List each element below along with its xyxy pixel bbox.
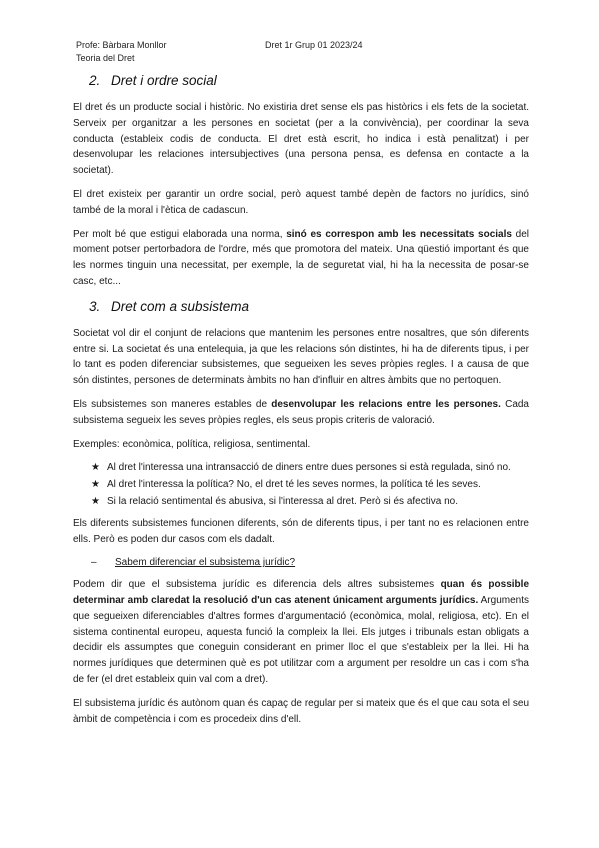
section-2-paragraph-2: El dret existeix per garantir un ordre social, però aquest també depèn de factors no jurídics, sinó també de la moral i l'ètica de cadascun. — [73, 188, 529, 216]
section-2-paragraph-1: El dret és un producte social i històric. No existiria dret sense els pas històrics i els fets de la societat. Serveix per organitzar a les persones en societat (per a la convivència), per coordinar la seva conducta (estableix codis de conducta. El dret està escrit, ho indica i està penalitzat) i per desenvolupar les relaciones intersubjectives (una persona pensa, es defensa en contacte a la societat). — [73, 102, 529, 177]
section-3-number: 3. — [89, 298, 101, 314]
star-icon: ★ — [91, 479, 100, 491]
section-3-paragraph-4: Els diferents subsistemes funcionen diferents, són de diferents tipus, i per tant no es relacionen entre ells. Però es poden dur casos com els dadalt. — [73, 517, 529, 545]
list-item — [91, 460, 529, 476]
section-2-paragraph-3 — [73, 227, 529, 290]
section-3-heading — [89, 298, 529, 316]
list-item-text: Si la relació sentimental és abusiva, si l'interessa al dret. Però si és afectiva no. — [107, 495, 458, 507]
bold-text: sinó es correspon amb les necessitats socials — [286, 228, 512, 240]
text-run: Per molt bé que estigui elaborada una norma, — [73, 228, 287, 240]
section-3-paragraph-1: Societat vol dir el conjunt de relacions que mantenim les persones entre nosaltres, que són diferents entre si. La societat és una entelequia, ja que les relacions són distintes, hi ha de diferents tipus, i per lo tant es poden diferenciar subsistemes, que segueixen les seves pròpies regles. I a causa de que són distintes, persones de determinats àmbits no han d'influir en altres àmbits que no pertoquen. — [73, 327, 529, 387]
bullet-list — [73, 460, 529, 509]
section-3-paragraph-5 — [73, 577, 529, 688]
star-icon: ★ — [91, 462, 100, 474]
list-item — [91, 494, 529, 510]
text-run: Cada subsistema segueix les seves pròpies regles, els seus propis criteris de valoració. — [73, 398, 529, 426]
list-item — [91, 477, 529, 493]
list-item-text: Al dret l'interessa una intransacció de diners entre dues persones si està regulada, sinó no. — [107, 462, 511, 474]
bold-text: quan és possible determinar amb claredat la resolució d'un cas atenent únicament arguments jurídics. — [73, 579, 530, 606]
text-run: Podem dir que el subsistema jurídic es diferencia dels altres subsistemes — [73, 579, 441, 591]
text-run: Els subsistemes son maneres estables de — [73, 398, 272, 410]
header-right — [265, 39, 363, 52]
section-3-paragraph-2 — [73, 397, 529, 429]
section-3-title: Dret com a subsistema — [111, 298, 250, 314]
section-2-number: 2. — [89, 73, 101, 88]
text-run: Arguments que segueixen diferenciables d'altres formes d'argumentació (econòmica, molal, religiosa, etc). En el sistema continental europeu, aquesta funció la compleix la llei. Els jutges i tribunals estan obligats a decidir els assumptes que coneguin considerant en primer lloc el que s'estableix per la llei. Hi ha normes jurídiques que determinen què es pot utilitzar com a argument per resoldre un cas i com s'ha de fer (el dret estableix quin val com a dret). — [73, 594, 529, 685]
bold-text: desenvolupar les relacions entre les persones. — [271, 398, 501, 410]
text-run: del moment potser pertorbadora de l'ordre, més que promotora del mateix. Una qüestió important és que les normes tinguin una necessitat, per exemple, la de seguretat vial, hi ha la necessita de posar-se casc, etc... — [73, 228, 529, 287]
header-teacher: Profe: Bàrbara Monllor — [76, 40, 167, 50]
section-2-heading — [89, 72, 529, 90]
section-3-examples: Exemples: econòmica, política, religiosa, sentimental. — [73, 438, 311, 450]
underlined-question: Sabem diferenciar el subsistema jurídic? — [115, 557, 296, 569]
list-item-text: Al dret l'interessa la política? No, el dret té les seves normes, la política té les seves. — [107, 479, 481, 491]
header-subject: Teoria del Dret — [76, 53, 135, 63]
section-2-title: Dret i ordre social — [111, 73, 217, 88]
header-course: Dret 1r Grup 01 2023/24 — [265, 40, 363, 50]
star-icon: ★ — [91, 495, 100, 507]
header-left — [76, 39, 167, 65]
dash-icon: – — [91, 557, 97, 569]
section-3-paragraph-6: El subsistema jurídic és autònom quan és capaç de regular per si mateix que és el que cau sota el seu àmbit de competència i com es procedeix dins d'ell. — [73, 697, 529, 725]
dash-list-item — [91, 555, 529, 571]
document-body — [73, 72, 529, 735]
